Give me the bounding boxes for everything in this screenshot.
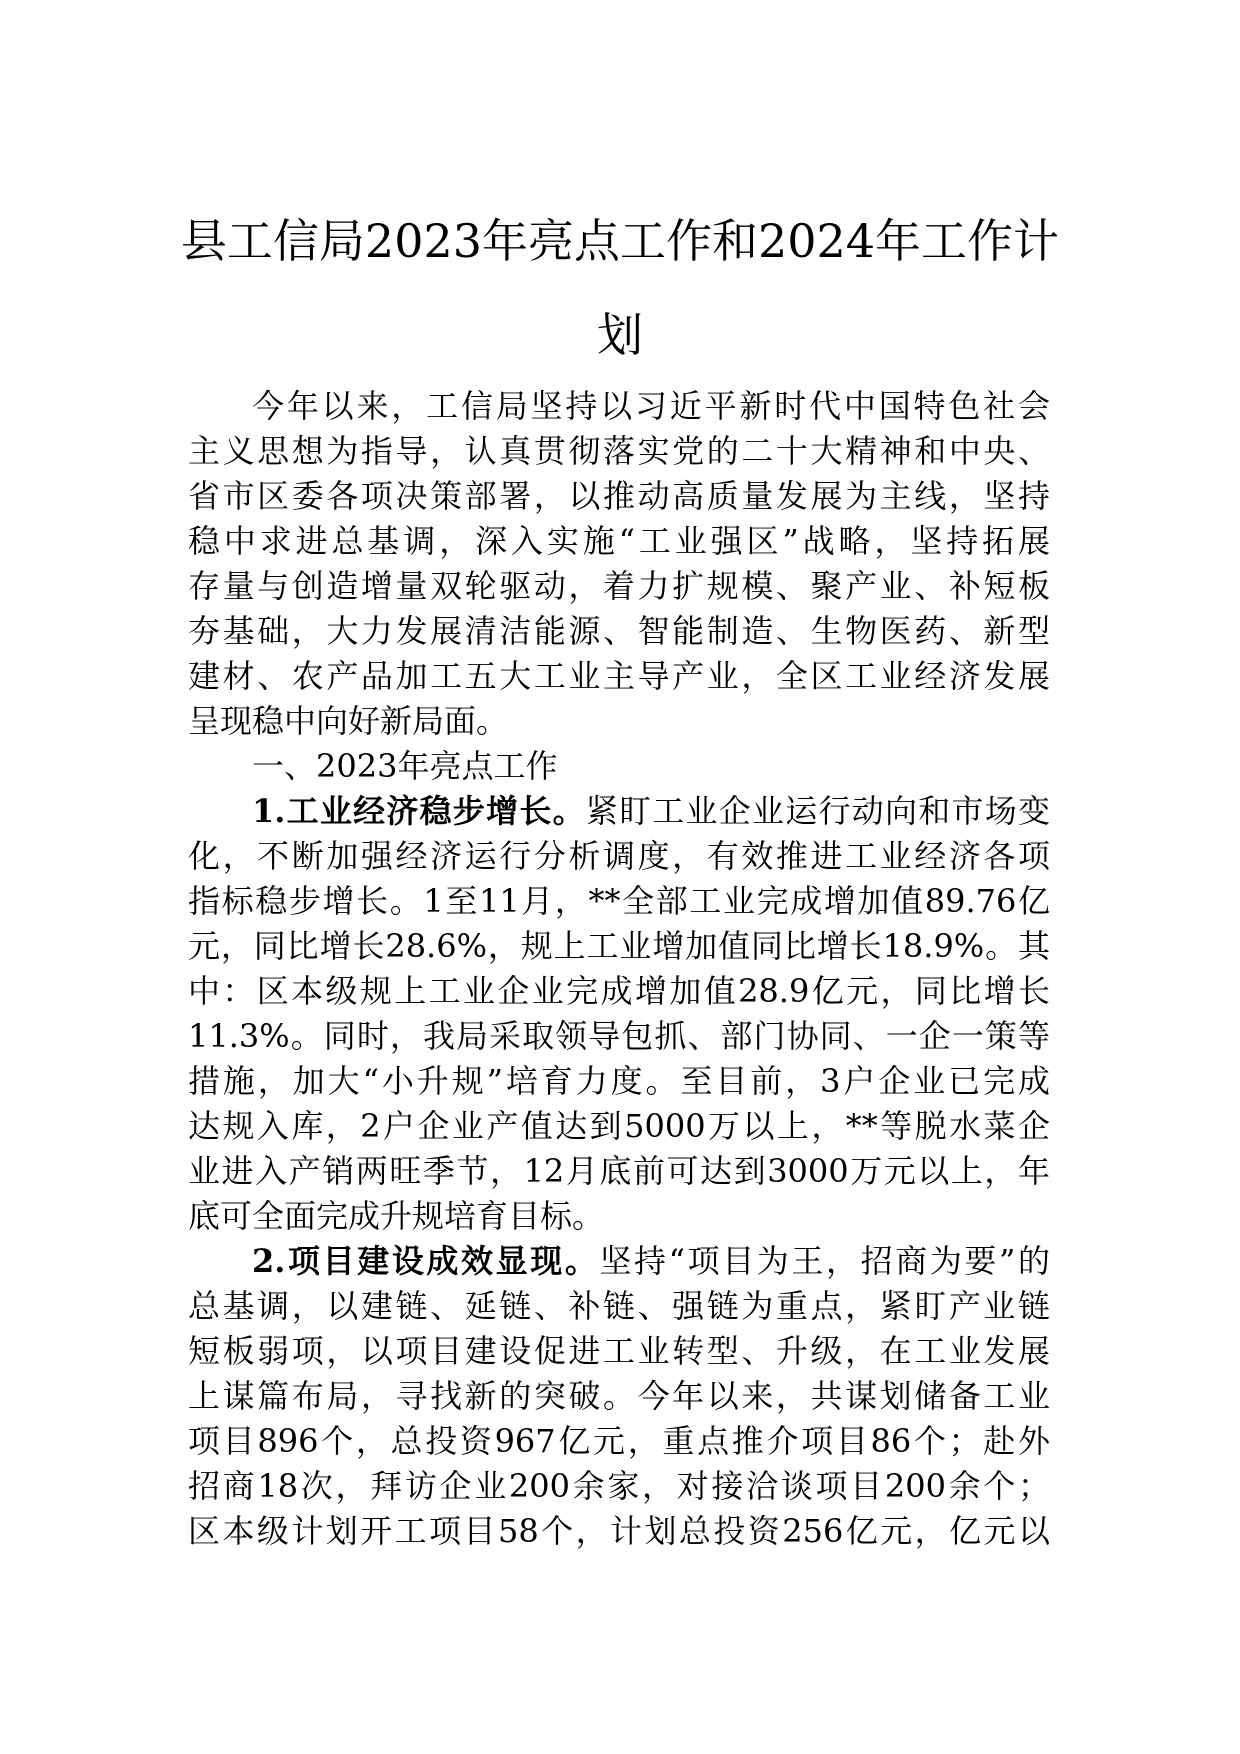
subheading-project-construction: 2.项目建设成效显现。	[252, 1242, 600, 1280]
paragraph-line	[252, 792, 1050, 830]
paragraph-line: 化，不断加强经济运行分析调度，有效推进工业经济各项	[188, 837, 1050, 875]
paragraph-line: 今年以来，工信局坚持以习近平新时代中国特色社会	[252, 387, 1050, 425]
paragraph-line: 短板弱项，以项目建设促进工业转型、升级，在工业发展	[188, 1332, 1050, 1370]
paragraph-line: 区本级计划开工项目58个，计划总投资256亿元，亿元以	[188, 1512, 1050, 1550]
paragraph-text: 紧盯工业企业运行动向和市场变	[585, 792, 1050, 830]
paragraph-line: 业进入产销两旺季节，12月底前可达到3000万元以上，年	[188, 1152, 1050, 1190]
section-heading: 一、2023年亮点工作	[252, 747, 558, 785]
paragraph-line: 措施，加大“小升规”培育力度。至目前，3户企业已完成	[188, 1062, 1050, 1100]
paragraph-line	[252, 1242, 1050, 1280]
paragraph-line: 达规入库，2户企业产值达到5000万以上，**等脱水菜企	[188, 1107, 1050, 1145]
paragraph-line: 招商18次，拜访企业200余家，对接洽谈项目200余个；	[188, 1467, 1050, 1505]
paragraph-line: 项目896个，总投资967亿元，重点推介项目86个；赴外	[188, 1422, 1050, 1460]
paragraph-line: 呈现稳中向好新局面。	[188, 702, 509, 740]
paragraph-line: 建材、农产品加工五大工业主导产业，全区工业经济发展	[188, 657, 1050, 695]
subheading-industrial-growth: 1.工业经济稳步增长。	[252, 792, 586, 830]
paragraph-line: 稳中求进总基调，深入实施“工业强区”战略，坚持拓展	[188, 522, 1050, 560]
paragraph-text: 坚持“项目为王，招商为要”的	[599, 1242, 1050, 1280]
paragraph-line: 元，同比增长28.6%，规上工业增加值同比增长18.9%。其	[188, 927, 1050, 965]
paragraph-line: 省市区委各项决策部署，以推动高质量发展为主线，坚持	[188, 477, 1050, 515]
document-title-line-1: 县工信局2023年亮点工作和2024年工作计	[180, 214, 1060, 268]
document-title-line-2: 划	[597, 308, 643, 362]
paragraph-line: 中：区本级规上工业企业完成增加值28.9亿元，同比增长	[188, 972, 1050, 1010]
paragraph-line: 指标稳步增长。1至11月，**全部工业完成增加值89.76亿	[188, 882, 1050, 920]
paragraph-line: 底可全面完成升规培育目标。	[188, 1197, 605, 1235]
paragraph-line: 总基调，以建链、延链、补链、强链为重点，紧盯产业链	[188, 1287, 1050, 1325]
paragraph-line: 存量与创造增量双轮驱动，着力扩规模、聚产业、补短板	[188, 567, 1050, 605]
paragraph-line: 主义思想为指导，认真贯彻落实党的二十大精神和中央、	[188, 432, 1050, 470]
paragraph-line: 11.3%。同时，我局采取领导包抓、部门协同、一企一策等	[188, 1017, 1050, 1055]
paragraph-line: 上谋篇布局，寻找新的突破。今年以来，共谋划储备工业	[188, 1377, 1050, 1415]
paragraph-line: 夯基础，大力发展清洁能源、智能制造、生物医药、新型	[188, 612, 1050, 650]
